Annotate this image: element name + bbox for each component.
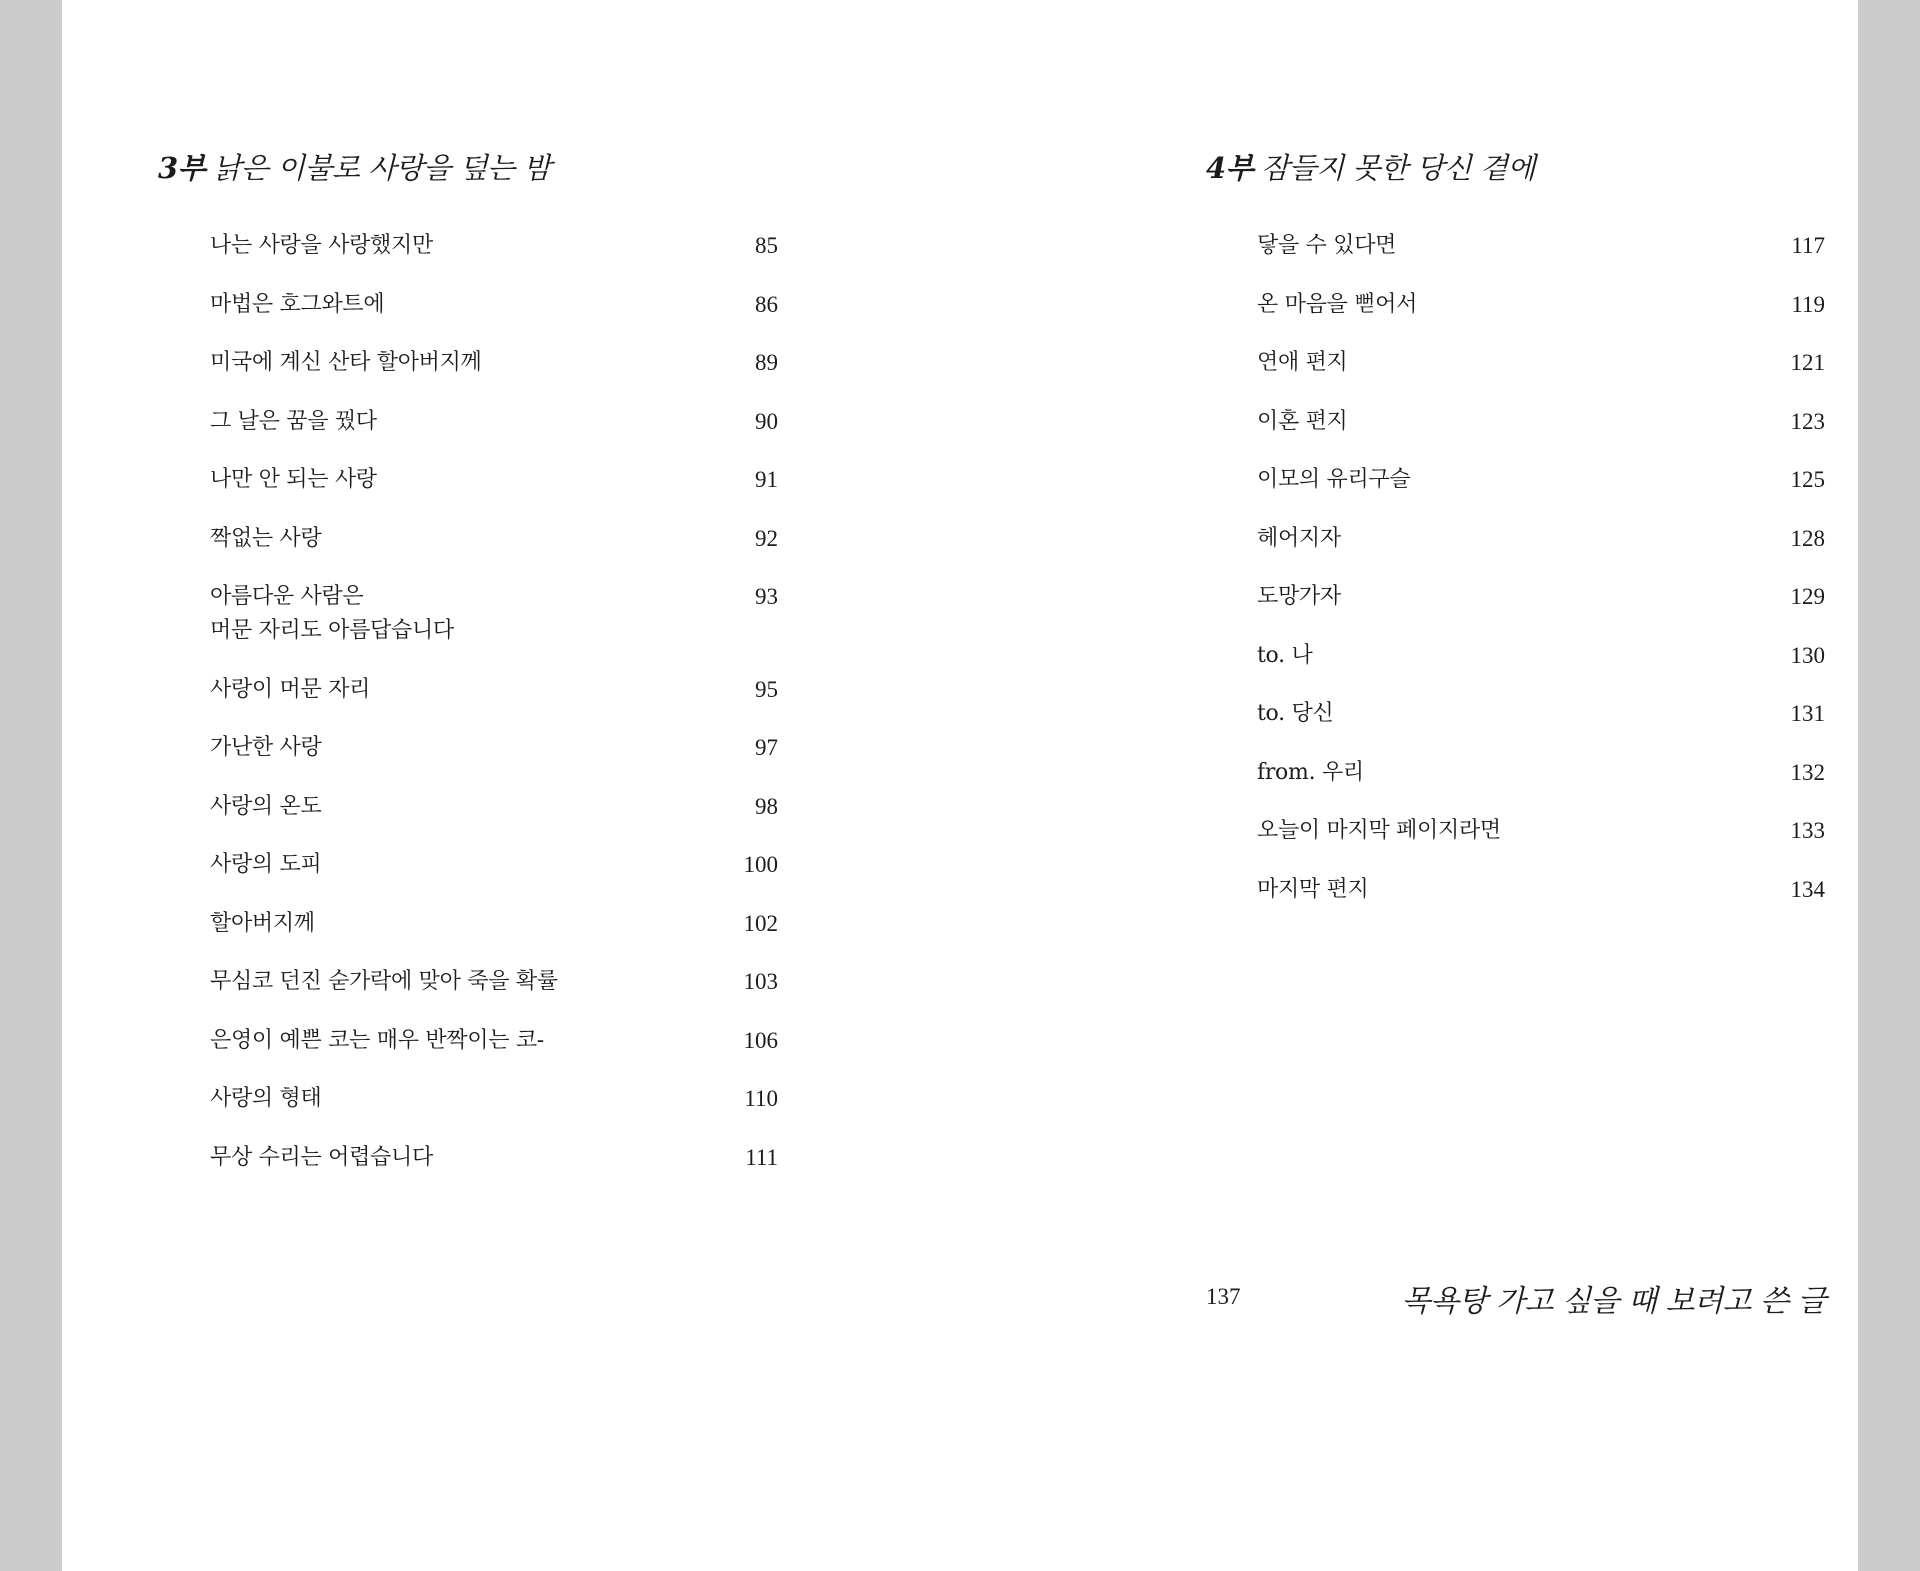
- toc-entry[interactable]: [1257, 697, 1825, 731]
- toc-entry-title: to. 나: [1257, 642, 1313, 668]
- toc-entry-page: 125: [1790, 467, 1825, 492]
- toc-entry[interactable]: [210, 1141, 778, 1175]
- toc-entry-title: 가난한 사랑: [210, 735, 322, 760]
- book-spread: [62, 0, 1858, 1571]
- toc-entry-title: 무심코 던진 숟가락에 맞아 죽을 확률: [210, 969, 558, 994]
- left-toc-list: [210, 229, 778, 1199]
- toc-entry[interactable]: [1257, 229, 1825, 263]
- toc-entry[interactable]: [1257, 580, 1825, 614]
- toc-entry[interactable]: [210, 522, 778, 556]
- toc-entry-page: 129: [1790, 584, 1825, 609]
- left-section-part: 3부: [158, 151, 206, 185]
- toc-entry-page: 121: [1790, 350, 1825, 375]
- toc-entry[interactable]: [210, 965, 778, 999]
- toc-entry[interactable]: [1257, 522, 1825, 556]
- toc-entry[interactable]: [1257, 346, 1825, 380]
- toc-entry-page: 111: [745, 1144, 778, 1170]
- right-section-name: 잠들지 못한 당신 곁에: [1261, 151, 1535, 185]
- toc-entry-title: 짝없는 사랑: [210, 525, 322, 551]
- right-section-part: 4부: [1206, 151, 1254, 185]
- toc-entry-title: 은영이 예쁜 코는 매우 반짝이는 코-: [210, 1027, 544, 1053]
- toc-entry-title: 마법은 호그와트에: [210, 291, 385, 317]
- toc-entry-page: 130: [1790, 642, 1825, 668]
- left-section-name: 낡은 이불로 사랑을 덮는 밤: [213, 151, 551, 185]
- toc-entry-page: 98: [755, 793, 778, 819]
- toc-entry-page: 131: [1790, 701, 1825, 726]
- toc-entry-title: 헤어지자: [1257, 525, 1341, 551]
- toc-entry-title: 온 마음을 뻗어서: [1257, 291, 1418, 317]
- toc-entry[interactable]: [210, 288, 778, 322]
- toc-entry-page: 90: [755, 408, 778, 434]
- footer-book-title: 목욕탕 가고 싶을 때 보려고 쓴 글: [1401, 1284, 1826, 1319]
- toc-entry-title: 아름다운 사람은 머문 자리도 아름답습니다: [210, 584, 454, 643]
- toc-entry-title: 이모의 유리구슬: [1257, 467, 1411, 492]
- toc-entry-title: to. 당신: [1257, 701, 1334, 726]
- toc-entry-title: 도망가자: [1257, 584, 1341, 609]
- toc-entry-page: 132: [1790, 759, 1825, 785]
- toc-entry[interactable]: [1257, 405, 1825, 439]
- toc-entry-page: 106: [743, 1027, 778, 1053]
- toc-entry-page: 102: [743, 910, 778, 936]
- toc-entry-title: 닿을 수 있다면: [1257, 233, 1397, 258]
- right-section-title: [1206, 146, 1535, 187]
- toc-entry[interactable]: [1257, 288, 1825, 322]
- toc-entry-title: 사랑의 형태: [210, 1086, 322, 1111]
- toc-entry-page: 91: [755, 467, 778, 492]
- toc-entry-page: 95: [755, 676, 778, 702]
- toc-entry-title: from. 우리: [1257, 759, 1364, 785]
- toc-entry-title: 미국에 계신 산타 할아버지께: [210, 350, 482, 375]
- toc-entry-page: 92: [755, 525, 778, 551]
- toc-entry-title: 그 날은 꿈을 꿨다: [210, 408, 377, 434]
- toc-entry[interactable]: [210, 731, 778, 765]
- toc-entry-page: 100: [743, 852, 778, 877]
- toc-entry-page: 134: [1790, 876, 1825, 902]
- toc-entry[interactable]: [210, 405, 778, 439]
- right-toc-list: [1257, 229, 1825, 931]
- toc-entry-page: 103: [743, 969, 778, 994]
- toc-entry-title: 사랑의 도피: [210, 852, 322, 877]
- toc-entry[interactable]: [1257, 814, 1825, 848]
- toc-entry[interactable]: [210, 673, 778, 707]
- toc-entry-page: 86: [755, 291, 778, 317]
- toc-entry-title: 마지막 편지: [1257, 876, 1369, 902]
- left-section-title: [158, 146, 551, 187]
- footer-page-number: 137: [1206, 1284, 1241, 1309]
- toc-entry-title: 사랑의 온도: [210, 793, 322, 819]
- toc-entry[interactable]: [210, 346, 778, 380]
- toc-entry[interactable]: [210, 580, 778, 648]
- toc-entry[interactable]: [210, 907, 778, 941]
- toc-entry-title: 연애 편지: [1257, 350, 1348, 375]
- toc-entry[interactable]: [1257, 639, 1825, 673]
- toc-entry[interactable]: [210, 1024, 778, 1058]
- toc-entry-title: 무상 수리는 어렵습니다: [210, 1144, 433, 1170]
- toc-entry-page: 117: [1791, 233, 1825, 258]
- toc-entry-title: 이혼 편지: [1257, 408, 1348, 434]
- toc-entry-page: 110: [744, 1086, 778, 1111]
- toc-entry-page: 89: [755, 350, 778, 375]
- toc-entry[interactable]: [210, 1082, 778, 1116]
- toc-entry[interactable]: [210, 229, 778, 263]
- toc-entry-page: 97: [755, 735, 778, 760]
- toc-entry[interactable]: [210, 848, 778, 882]
- toc-entry-title: 할아버지께: [210, 910, 315, 936]
- toc-entry-page: 123: [1790, 408, 1825, 434]
- toc-entry-title: 나만 안 되는 사랑: [210, 467, 377, 492]
- toc-entry[interactable]: [210, 463, 778, 497]
- toc-entry[interactable]: [1257, 756, 1825, 790]
- toc-entry-page: 85: [755, 233, 778, 258]
- toc-entry-page: 93: [755, 584, 778, 609]
- toc-entry-page: 119: [1791, 291, 1825, 317]
- toc-entry-title: 나는 사랑을 사랑했지만: [210, 233, 433, 258]
- toc-entry[interactable]: [1257, 873, 1825, 907]
- toc-entry-title: 사랑이 머문 자리: [210, 676, 371, 702]
- toc-entry-page: 128: [1790, 525, 1825, 551]
- toc-entry[interactable]: [1257, 463, 1825, 497]
- toc-entry-title: 오늘이 마지막 페이지라면: [1257, 818, 1501, 843]
- toc-entry-page: 133: [1790, 818, 1825, 843]
- toc-entry[interactable]: [210, 790, 778, 824]
